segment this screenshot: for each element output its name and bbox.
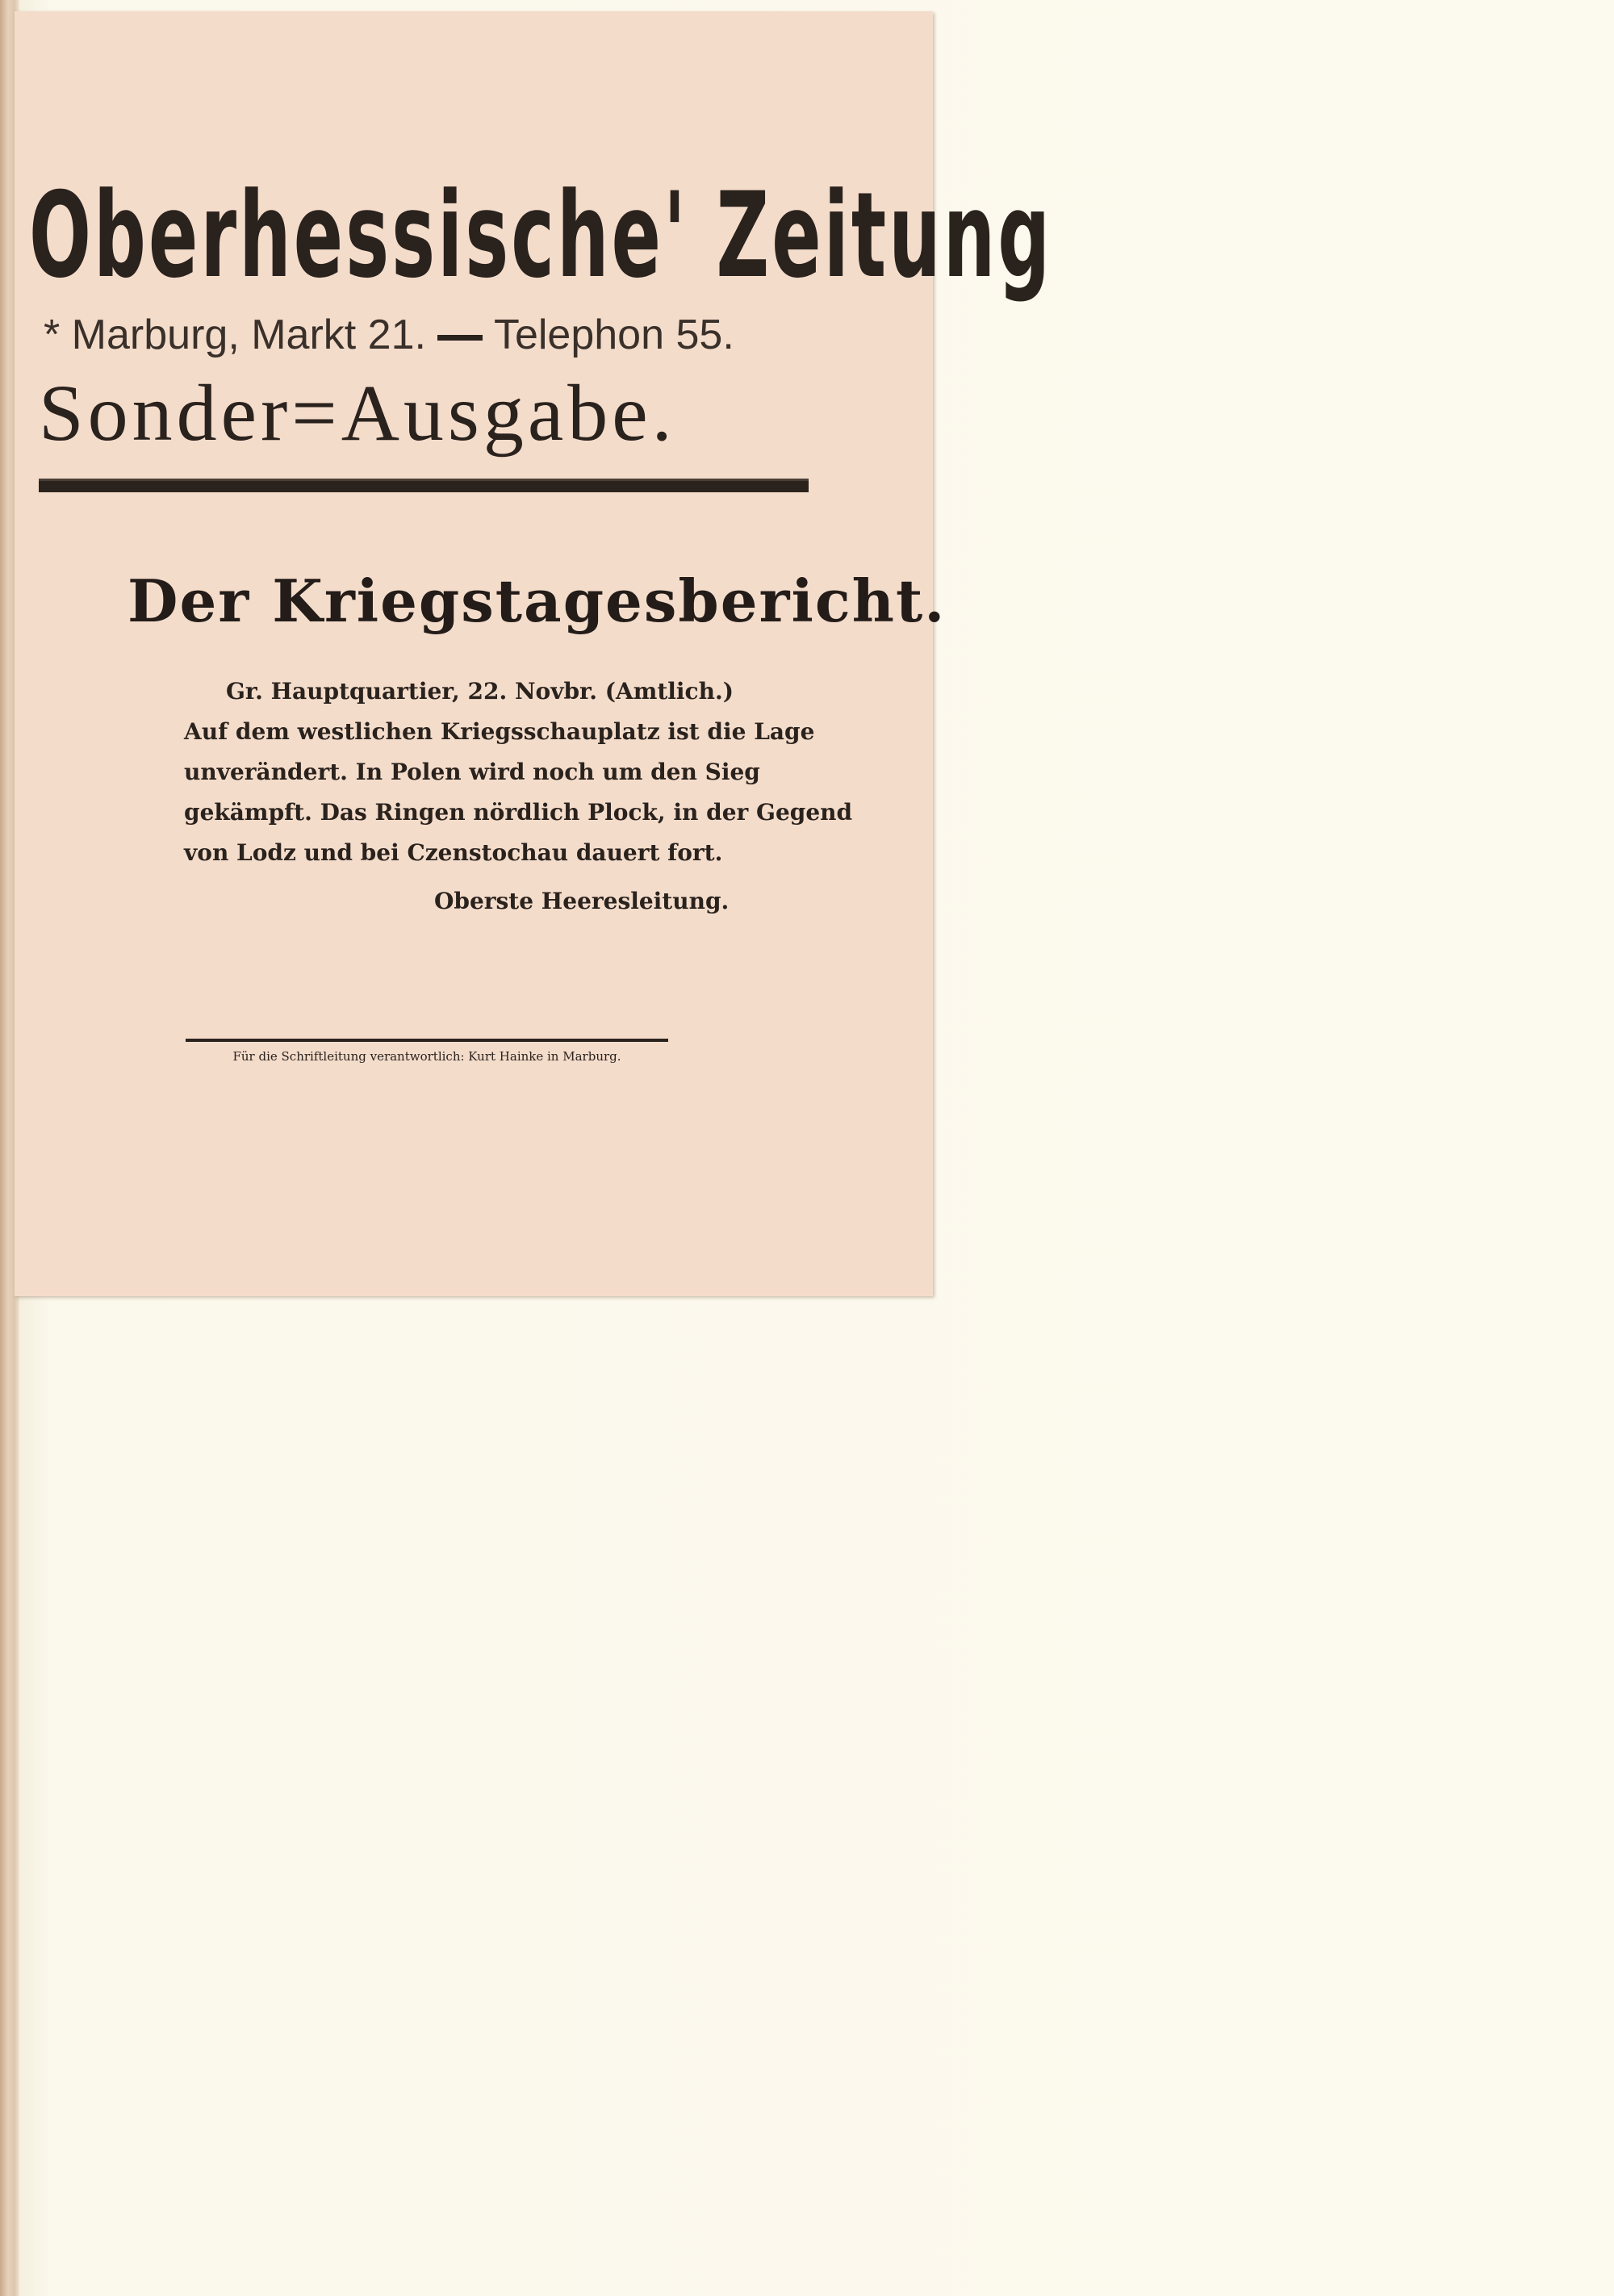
- newspaper-clipping: [15, 11, 1053, 1296]
- newspaper-masthead: Oberhessische' Zeitung: [29, 167, 1053, 304]
- special-edition-label: Sonder=Ausgabe.: [39, 368, 676, 458]
- footer-imprint: Für die Schriftleitung verantwortlich: Kurt Hainke in Marburg.: [232, 1049, 621, 1064]
- address-separator-dash: [437, 335, 483, 341]
- address-location: * Marburg, Markt 21.: [44, 312, 426, 358]
- newspaper-address-line: [44, 307, 770, 363]
- report-body: [184, 671, 853, 873]
- report-line: gekämpft. Das Ringen nördlich Plock, in der Gegend: [184, 799, 853, 826]
- address-phone: Telephon 55.: [493, 312, 734, 358]
- footer-rule: [186, 1039, 668, 1042]
- masthead-rule-thick: [39, 481, 809, 492]
- report-line: unverändert. In Polen wird noch um den Sieg: [184, 759, 760, 785]
- report-line: von Lodz und bei Czenstochau dauert fort.: [184, 839, 723, 866]
- report-title: Der Kriegstagesbericht.: [128, 567, 947, 635]
- report-signature: Oberste Heeresleitung.: [434, 888, 730, 914]
- report-line: Gr. Hauptquartier, 22. Novbr. (Amtlich.): [226, 678, 734, 705]
- report-line: Auf dem westlichen Kriegsschauplatz ist die Lage: [184, 718, 815, 745]
